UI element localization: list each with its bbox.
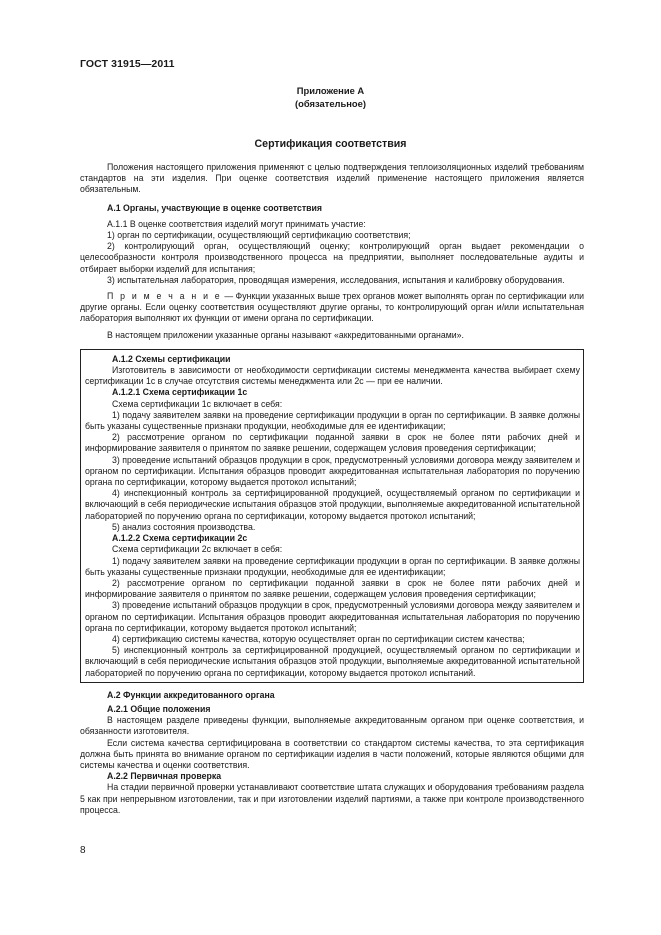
annex-heading [0, 85, 661, 110]
section-a2-heading: А.2 Функции аккредитованного органа [107, 689, 275, 700]
section-a12-heading: А.1.2 Схемы сертификации [112, 353, 231, 364]
list-item-a121-1: 1) подачу заявителем заявки на проведение сертификации продукции в орган по сертификации. В заявке должны быть указаны существенные признаки продукции, необходимые для ее идентификации; [85, 409, 580, 432]
paragraph-a1-1: А.1.1 В оценке соответствия изделий могут принимать участие: [107, 218, 366, 229]
note-text: — Функции указанных выше трех органов может выполнять орган по сертификации или другие органы. Если оценку соответствия осуществляют другие органы, то контролирующий орган и/или испытательная лаборатория выполняют их функции от имени органа по сертификации. [80, 291, 584, 324]
section-a121-heading: А.1.2.1 Схема сертификации 1с [112, 387, 248, 398]
list-item-a121-4: 4) инспекционный контроль за сертифицированной продукцией, осуществляемый органом по сертификации и включающий в себя периодические испытания образцов этой продукции, выполняемые аккредитованной испытательной лабораторией по поручению органа по сертификации, которому выдается протокол испытаний; [85, 488, 580, 521]
paragraph-a1-2: В настоящем приложении указанные органы называют «аккредитованными органами». [107, 329, 464, 340]
paragraph-a21-2: Если система качества сертифицирована в соответствии со стандартом системы качества, то эта сертификация должна быть принята во внимание органом по сертификации изделия в части положений, которые являются общими для системы качества и оценки соответствия. [80, 737, 584, 770]
list-item-a1-2: 2) контролирующий орган, осуществляющий оценку; контролирующий орган выдает рекомендации о целесообразности контроля производственного процесса на предприятии, выполняет последовательные аудиты и отбирает выборки изделий для испытания; [80, 241, 584, 274]
section-a122-heading: А.1.2.2 Схема сертификации 2с [112, 533, 248, 544]
note-label: П р и м е ч а н и е [107, 291, 222, 302]
paragraph-a121-intro: Схема сертификации 1с включает в себя: [112, 398, 283, 409]
section-a1-heading: А.1 Органы, участвующие в оценке соответствия [107, 202, 323, 213]
paragraph-a21-1: В настоящем разделе приведены функции, выполняемые аккредитованным органом при оценке соответствия, и обязанности изготовителя. [80, 715, 584, 737]
document-title: Сертификация соответствия [254, 138, 407, 150]
section-a21-heading: А.2.1 Общие положения [107, 703, 211, 714]
certification-schemes-box [80, 349, 584, 683]
list-item-a122-5: 5) инспекционный контроль за сертифицированной продукцией, осуществляемый органом по сертификации и включающий в себя периодические испытания образцов этой продукции, выполняемые аккредитованной испытательной лабораторией по поручению органа по сертификации, которому выдается протокол испытаний. [85, 645, 580, 678]
annex-status: (обязательное) [295, 97, 366, 109]
list-item-a122-4: 4) сертификацию системы качества, которую осуществляет орган по сертификации систем качества; [112, 633, 525, 644]
list-item-a122-1: 1) подачу заявителем заявки на проведение сертификации продукции в орган по сертификации. В заявке должны быть указаны существенные признаки продукции, необходимые для ее идентификации; [85, 555, 580, 577]
page-number: 8 [80, 845, 86, 856]
list-item-a121-2: 2) рассмотрение органом по сертификации поданной заявки в срок не более пяти рабочих дней и информирование заявителя о принятом по заявке решении, содержащем условия проведения сертификации; [85, 432, 580, 454]
list-item-a1-1: 1) орган по сертификации, осуществляющий сертификацию соответствия; [107, 230, 411, 241]
note-paragraph [80, 291, 584, 325]
standard-header: ГОСТ 31915—2011 [80, 58, 175, 70]
paragraph-a12-1: Изготовитель в зависимости от необходимости сертификации системы менеджмента качества выбирает схему сертификации 1с в случае отсутствия системы менеджмента или 2с — при ее наличии. [85, 365, 580, 387]
paragraph-a22-1: На стадии первичной проверки устанавливают соответствие штата служащих и оборудования требованиям раздела 5 как при непрерывном изготовлении, так и при изготовлении изделий партиями, а также при контроле производственного процесса. [80, 782, 584, 815]
paragraph-a122-intro: Схема сертификации 2с включает в себя: [112, 544, 283, 555]
list-item-a121-5: 5) анализ состояния производства. [112, 521, 256, 532]
list-item-a1-3: 3) испытательная лаборатория, проводящая измерения, исследования, испытания и калибровку оборудования. [107, 274, 565, 285]
main-content [80, 162, 584, 816]
section-a22-heading: А.2.2 Первичная проверка [107, 771, 222, 782]
list-item-a121-3: 3) проведение испытаний образцов продукции в срок, предусмотренный условиями договора между заявителем и органом по сертификации. Испытания образцов проводит аккредитованная испытательная лаборатория по поручению органа по сертификации, которому выдается протокол испытаний; [85, 454, 580, 488]
list-item-a122-2: 2) рассмотрение органом по сертификации поданной заявки в срок не более пяти рабочих дней и информирование заявителя о принятом по заявке решении, содержащем условия проведения сертификации; [85, 577, 580, 600]
annex-title: Приложение А [296, 85, 365, 96]
intro-paragraph: Положения настоящего приложения применяют с целью подтверждения теплоизоляционных изделий требованиям стандартов на эти изделия. При оценке соответствия изделий применение настоящего приложения является обязательным. [80, 162, 584, 195]
list-item-a122-3: 3) проведение испытаний образцов продукции в срок, предусмотренный условиями договора между заявителем и органом по сертификации. Испытания образцов проводит аккредитованная испытательная лаборатория по поручению органа по сертификации, которому выдается протокол испытаний; [85, 600, 580, 633]
